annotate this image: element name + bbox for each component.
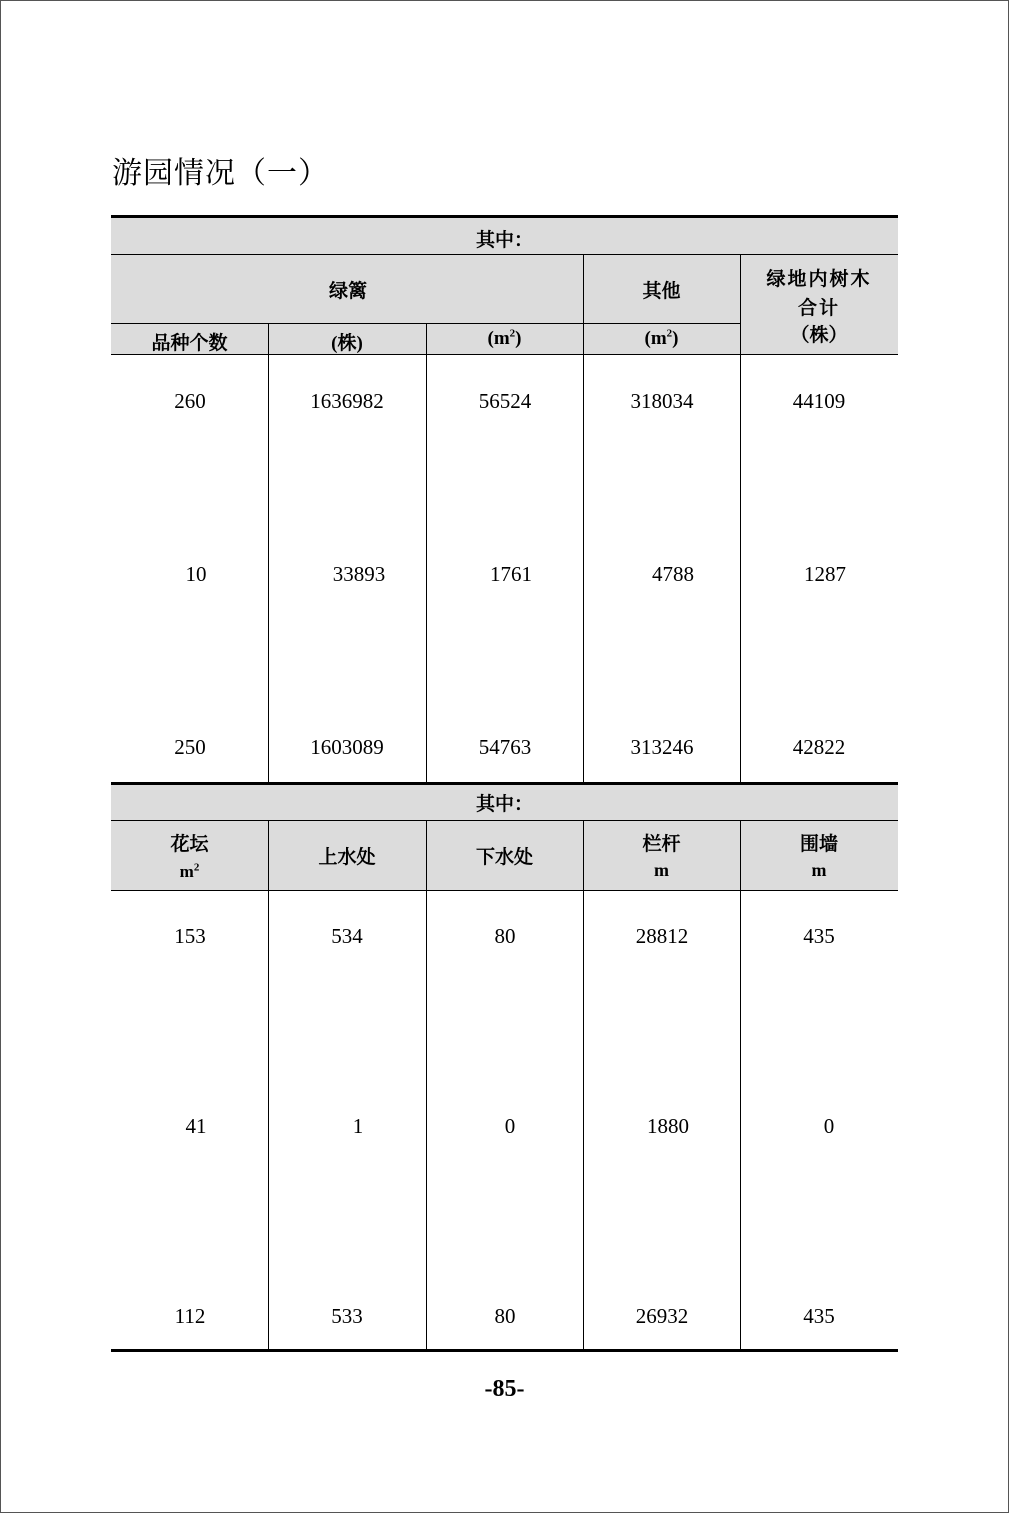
cell: 318034 [630, 389, 694, 413]
header-flowerbed: 花坛 [170, 833, 209, 855]
table-2-header-line [111, 820, 898, 821]
table-2-group-label: 其中： [475, 793, 533, 815]
header-species-count: 品种个数 [151, 332, 228, 354]
cell: 1880 [647, 1114, 689, 1138]
header-drainage: 下水处 [475, 846, 533, 868]
cell: 1636982 [310, 389, 384, 413]
cell: 1287 [804, 562, 846, 586]
header-railing-unit: m [654, 860, 669, 880]
header-trees-total-line1: 绿地内树木 [766, 268, 872, 290]
cell: 435 [803, 924, 835, 948]
header-hedge-area: $(m^2)$ [487, 327, 522, 349]
cell: 260 [174, 389, 206, 413]
header-wall: 围墙 [799, 833, 838, 855]
header-other: 其他 [642, 280, 681, 302]
table-2-header-line [111, 890, 898, 891]
cell: 313246 [630, 735, 694, 759]
cell: 80 [494, 924, 516, 948]
table-1-group-label: 其中： [475, 229, 533, 251]
table-2-col-divider [740, 820, 741, 1350]
cell: 28812 [635, 924, 689, 948]
header-water-supply: 上水处 [318, 846, 376, 868]
cell: 0 [823, 1114, 835, 1138]
header-wall-unit: m [811, 860, 827, 880]
cell: 1761 [490, 562, 532, 586]
cell: 54763 [478, 735, 532, 759]
cell: 80 [494, 1304, 516, 1328]
cell: 10 [185, 562, 207, 586]
header-railing: 栏杆 [642, 833, 681, 855]
page-title: 游园情况（一） [112, 156, 329, 191]
header-hedge: 绿篱 [328, 280, 367, 302]
table-2-col-divider [268, 820, 269, 1350]
header-trees-total-unit: （株） [790, 324, 848, 346]
cell: 44109 [792, 389, 846, 413]
cell: 533 [331, 1304, 363, 1328]
table-1-header-line [111, 254, 898, 255]
table-2-col-divider [426, 820, 427, 1350]
header-hedge-plants: (株) [331, 333, 363, 354]
cell: 435 [803, 1304, 835, 1328]
cell: 33893 [332, 562, 386, 586]
cell: 153 [174, 924, 206, 948]
header-trees-total-line2: 合计 [797, 297, 840, 319]
cell: 112 [174, 1304, 206, 1328]
cell: 534 [331, 924, 363, 948]
header-flowerbed-unit: $m^2$ [179, 861, 200, 881]
cell: 0 [504, 1114, 516, 1138]
cell: 42822 [792, 735, 846, 759]
table-2-col-divider [583, 820, 584, 1350]
cell: 1 [352, 1114, 364, 1138]
header-other-area: $(m^2)$ [644, 327, 679, 349]
table-2-bottom-rule [111, 1349, 898, 1352]
cell: 41 [185, 1114, 207, 1138]
cell: 56524 [478, 389, 532, 413]
cell: 26932 [635, 1304, 689, 1328]
cell: 4788 [652, 562, 694, 586]
cell: 250 [174, 735, 206, 759]
cell: 1603089 [310, 735, 384, 759]
page-number: -85- [484, 1376, 525, 1402]
